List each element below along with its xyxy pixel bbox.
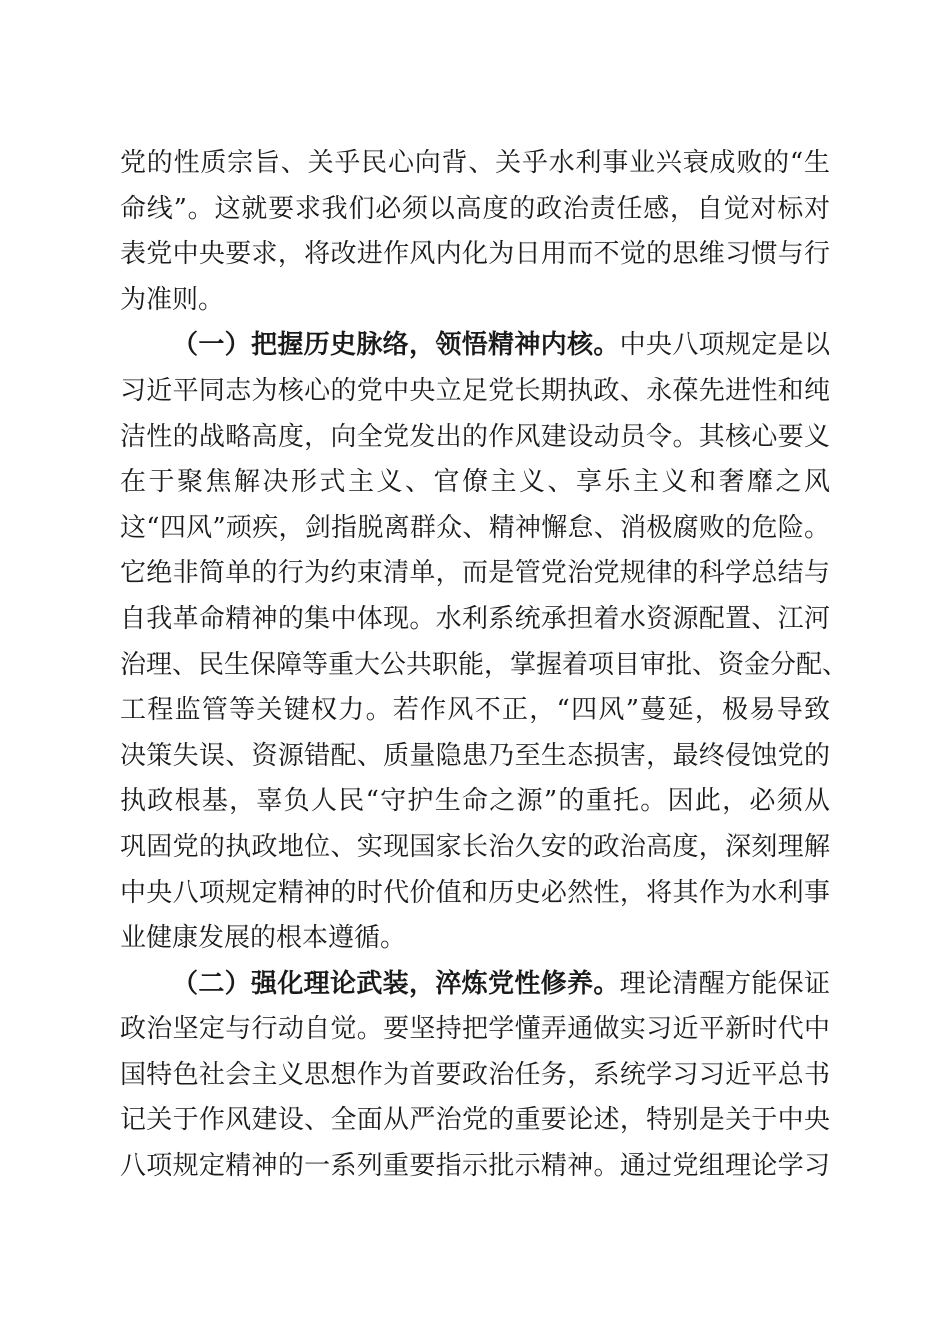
section-heading: （一）把握历史脉络，领悟精神内核。 <box>172 330 620 361</box>
text-run: 中央八项规定是以 <box>619 330 830 361</box>
text-line: 国特色社会主义思想作为首要政治任务，系统学习习近平总书 <box>120 1059 830 1090</box>
paragraph-continuation <box>120 141 830 323</box>
paragraph-first-line <box>120 962 830 1008</box>
text-line: 党的性质宗旨、关乎民心向背、关乎水利事业兴衰成败的“生 <box>120 148 830 178</box>
paragraph-section-1 <box>120 323 849 961</box>
text-line: 执政根基，辜负人民“守护生命之源”的重托。因此，必须从 <box>120 786 830 817</box>
text-line: 命线”。这就要求我们必须以高度的政治责任感，自觉对标对 <box>120 193 830 224</box>
text-line: 习近平同志为核心的党中央立足党长期执政、永葆先进性和纯 <box>120 375 830 406</box>
text-run: 理论清醒方能保证 <box>619 968 830 999</box>
text-line: 政治坚定与行动自觉。要坚持把学懂弄通做实习近平新时代中 <box>120 1014 830 1045</box>
text-line: 表党中央要求，将改进作风内化为日用而不觉的思维习惯与行 <box>120 239 830 270</box>
text-line: 记关于作风建设、全面从严治党的重要论述，特别是关于中央 <box>120 1105 830 1136</box>
text-line: 巩固党的执政地位、实现国家长治久安的政治高度，深刻理解 <box>120 831 830 862</box>
text-line: 治理、民生保障等重大公共职能，掌握着项目审批、资金分配、 <box>120 649 849 680</box>
text-line: 为准则。 <box>120 284 225 315</box>
text-line: 这“四风”顽疾，剑指脱离群众、精神懈怠、消极腐败的危险。 <box>120 512 830 543</box>
paragraph-first-line <box>120 323 830 369</box>
section-heading: （二）强化理论武装，淬炼党性修养。 <box>172 968 620 999</box>
text-line: 自我革命精神的集中体现。水利系统承担着水资源配置、江河 <box>120 603 830 634</box>
text-line: 业健康发展的根本遵循。 <box>120 923 407 954</box>
text-line: 工程监管等关键权力。若作风不正，“四风”蔓延，极易导致 <box>120 695 830 726</box>
paragraph-section-2 <box>120 962 830 1190</box>
text-line: 决策失误、资源错配、质量隐患乃至生态损害，最终侵蚀党的 <box>120 740 830 771</box>
text-line: 中央八项规定精神的时代价值和历史必然性，将其作为水利事 <box>120 877 830 908</box>
text-line: 八项规定精神的一系列重要指示批示精神。通过党组理论学习 <box>120 1151 830 1182</box>
text-line: 在于聚焦解决形式主义、官僚主义、享乐主义和奢靡之风 <box>120 467 830 498</box>
text-line: 洁性的战略高度，向全党发出的作风建设动员令。其核心要义 <box>120 421 830 452</box>
text-line: 它绝非简单的行为约束清单，而是管党治党规律的科学总结与 <box>120 558 830 589</box>
document-body <box>120 141 849 1190</box>
